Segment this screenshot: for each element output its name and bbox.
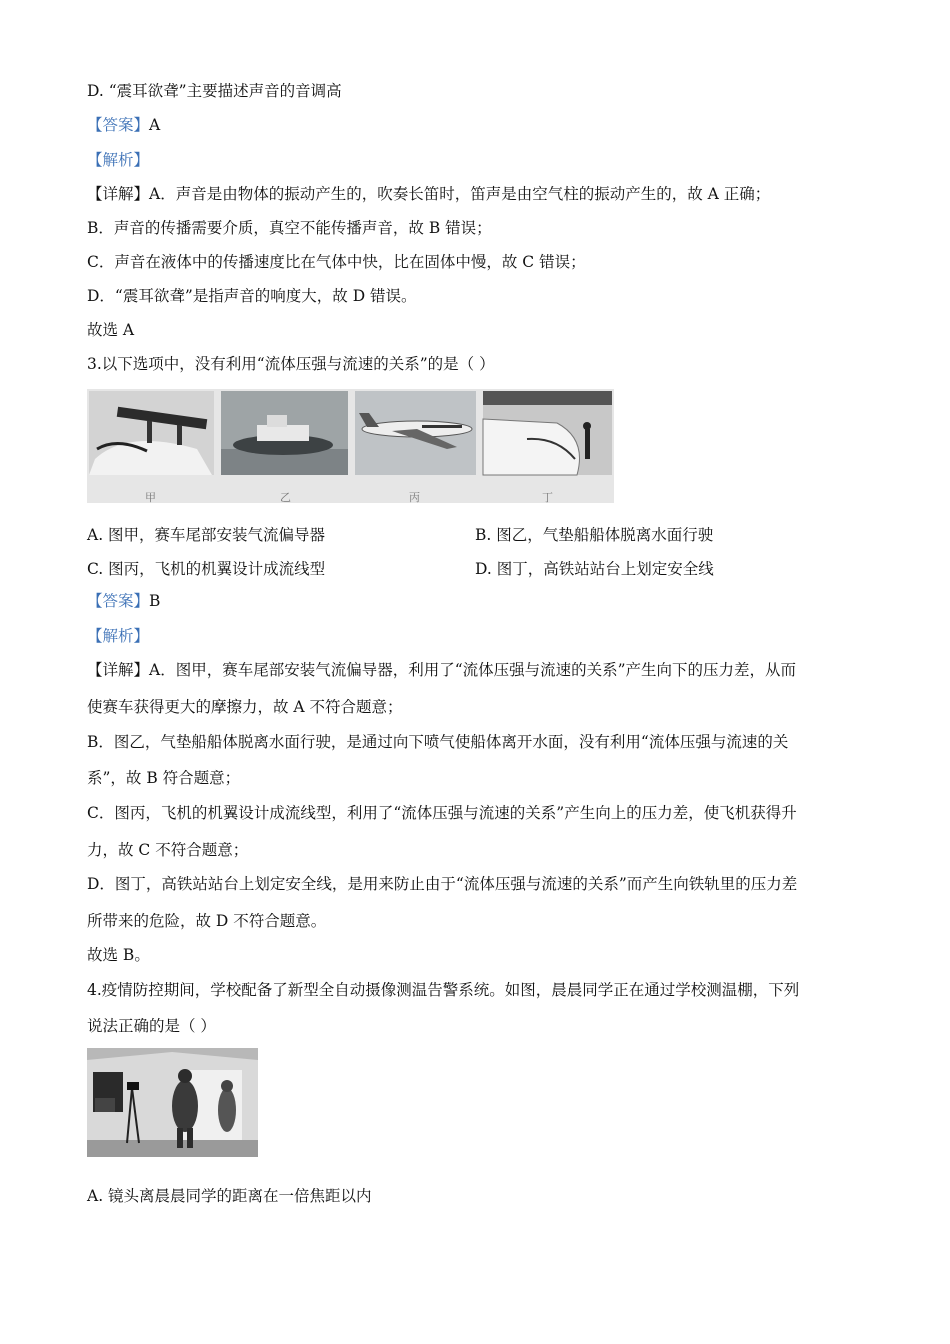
q2-option-d: D. “震耳欲聋”主要描述声音的音调高 (87, 82, 342, 100)
q3-figure-photos (87, 389, 614, 503)
q3-option-c: C. 图丙，飞机的机翼设计成流线型 (87, 560, 326, 578)
q2-analysis-tag: 【解析】 (87, 151, 150, 169)
q2-detail-a: 【详解】A．声音是由物体的振动产生的，吹奏长笛时，笛声是由空气柱的振动产生的，故 A 正确； (87, 185, 771, 203)
q3-figure (87, 389, 614, 503)
airplane-photo (355, 391, 476, 475)
detail-tag: 【详解】 (87, 185, 150, 203)
q4-stem-line1: 4.疫情防控期间，学校配备了新型全自动摄像测温告警系统。如图，晨晨同学正在通过学校测温棚，下列 (87, 981, 800, 999)
train-photo (483, 391, 612, 475)
q3-conclusion: 故选 B。 (87, 946, 150, 964)
figure-label-jia: 甲 (145, 491, 156, 504)
q4-option-a: A. 镜头离晨晨同学的距离在一倍焦距以内 (87, 1187, 372, 1205)
answer-value: B (149, 592, 161, 610)
q3-detail-d2: 所带来的危险，故 D 不符合题意。 (87, 912, 327, 930)
q3-detail-c2: 力，故 C 不符合题意； (87, 841, 249, 859)
answer-tag: 【答案】 (87, 592, 150, 610)
q4-stem-line2: 说法正确的是（ ） (87, 1017, 216, 1035)
q3-detail-b1: B．图乙，气垫船船体脱离水面行驶，是通过向下喷气使船体离开水面，没有利用“流体压强与流速的关 (87, 733, 789, 751)
q2-detail-d: D．“震耳欲聋”是指声音的响度大，故 D 错误。 (87, 287, 417, 305)
q4-figure (87, 1048, 258, 1157)
figure-label-ding: 丁 (542, 491, 553, 504)
q3-option-a: A. 图甲，赛车尾部安装气流偏导器 (87, 526, 326, 544)
hovercraft-photo (221, 391, 348, 475)
q3-detail-c1: C．图丙，飞机的机翼设计成流线型，利用了“流体压强与流速的关系”产生向上的压力差，使飞机获得升 (87, 804, 797, 822)
q3-stem: 3.以下选项中，没有利用“流体压强与流速的关系”的是（ ） (87, 355, 495, 373)
q2-conclusion: 故选 A (87, 321, 135, 339)
figure-label-yi: 乙 (280, 491, 291, 504)
spoiler-photo (89, 391, 214, 475)
q3-detail-d1: D．图丁，高铁站站台上划定安全线，是用来防止由于“流体压强与流速的关系”而产生向铁轨里的压力差 (87, 875, 798, 893)
detail-tag: 【详解】 (87, 661, 150, 679)
temperature-tent-photo (87, 1048, 258, 1157)
answer-value: A (149, 116, 161, 134)
q3-analysis-tag: 【解析】 (87, 627, 150, 645)
q3-detail-a2: 使赛车获得更大的摩擦力，故 A 不符合题意； (87, 698, 403, 716)
answer-tag: 【答案】 (87, 116, 150, 134)
figure-label-bing: 丙 (409, 491, 420, 504)
q3-option-b: B. 图乙，气垫船船体脱离水面行驶 (475, 526, 714, 544)
q3-answer-line (87, 591, 160, 611)
q3-detail-a1: 【详解】A．图甲，赛车尾部安装气流偏导器，利用了“流体压强与流速的关系”产生向下的压力差，从而 (87, 661, 797, 679)
q2-answer-line (87, 115, 160, 135)
q3-detail-b2: 系”，故 B 符合题意； (87, 769, 241, 787)
q2-detail-c: C．声音在液体中的传播速度比在气体中快，比在固体中慢，故 C 错误； (87, 253, 586, 271)
q3-option-d: D. 图丁，高铁站站台上划定安全线 (475, 560, 714, 578)
q2-detail-b: B．声音的传播需要介质，真空不能传播声音，故 B 错误； (87, 219, 492, 237)
